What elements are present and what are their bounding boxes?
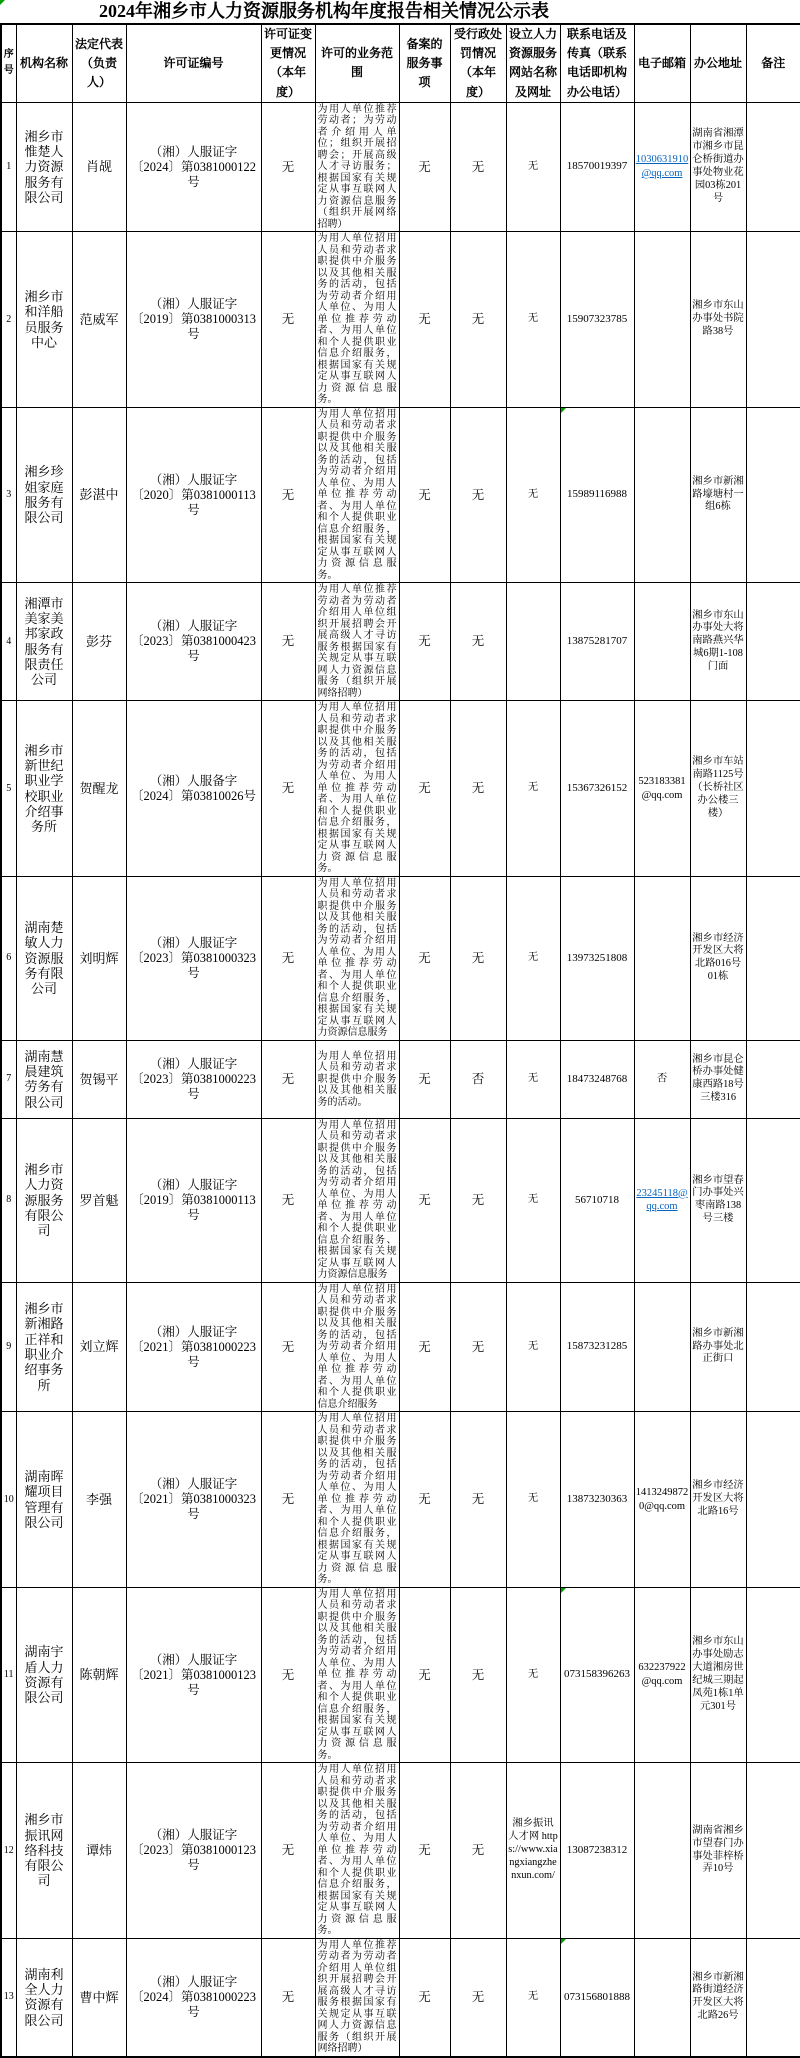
table-row [1, 407, 800, 583]
cell-email [634, 1938, 690, 2057]
cell-business-scope: 为用人单位招用人员和劳动者求职提供中介服务以及其他相关服务的活动，包括为劳动者介绍用人单位、为用人单位推荐劳动者、为用人单位和个人提供职业信息介绍服务，根据国家有关规定从事互联网人力资源信息服务 [315, 876, 399, 1040]
cell-filed-services: 无 [399, 1938, 450, 2057]
cell-filed-services: 无 [399, 1587, 450, 1763]
email-link[interactable]: 23245118@qq.com [636, 1187, 688, 1213]
cell-phone: 073156801888 [560, 1938, 634, 2057]
cell-website: 无 [506, 102, 560, 232]
col-header-seq: 序号 [1, 24, 16, 102]
cell-email: 632237922@qq.com [634, 1587, 690, 1763]
cell-remark [746, 1412, 800, 1588]
cell-address: 湘乡市车站南路1125号（长桥社区办公楼三楼） [690, 701, 746, 877]
cell-legal-rep: 刘立辉 [72, 1282, 126, 1412]
cell-remark [746, 1282, 800, 1412]
cell-phone: 13875281707 [560, 583, 634, 701]
cell-address: 湘乡市东山办事处书院路38号 [690, 232, 746, 408]
cell-phone: 18473248768 [560, 1040, 634, 1118]
cell-seq: 12 [1, 1763, 16, 1939]
cell-remark [746, 407, 800, 583]
cell-email: 否 [634, 1040, 690, 1118]
cell-website [506, 583, 560, 701]
cell-website: 无 [506, 1587, 560, 1763]
col-header-filed-services: 备案的服务事项 [399, 24, 450, 102]
cell-filed-services: 无 [399, 232, 450, 408]
cell-penalty: 无 [450, 407, 506, 583]
cell-remark [746, 583, 800, 701]
cell-address: 湘乡市经济开发区大将北路016号01栋 [690, 876, 746, 1040]
col-header-penalty: 受行政处罚情况（本年度） [450, 24, 506, 102]
cell-filed-services: 无 [399, 407, 450, 583]
cell-business-scope: 为用人单位推荐劳动者为劳动者介绍用人单位组织开展招聘会开展高级人才寻访服务根据国家有关规定从事互联网人力资源信息服务（组织开展网络招聘） [315, 1938, 399, 2057]
col-header-website: 设立人力资源服务网站名称及网址 [506, 24, 560, 102]
cell-license-no: （湘）人服证字〔2024〕第0381000122号 [126, 102, 261, 232]
table-row [1, 102, 800, 232]
cell-email: 523183381 @qq.com [634, 701, 690, 877]
cell-phone: 13873230363 [560, 1412, 634, 1588]
page-title: 2024年湘乡市人力资源服务机构年度报告相关情况公示表 [99, 1, 549, 21]
cell-website: 无 [506, 1040, 560, 1118]
cell-org-name: 湘乡市新世纪职业学校职业介绍事务所 [16, 701, 72, 877]
col-header-license-change: 许可证变更情况（本年度） [261, 24, 315, 102]
table-row [1, 1763, 800, 1939]
table-row [1, 1587, 800, 1763]
cell-org-name: 湘乡市惟楚人力资源服务有限公司 [16, 102, 72, 232]
cell-org-name: 湖南晖耀项目管理有限公司 [16, 1412, 72, 1588]
cell-seq: 13 [1, 1938, 16, 2057]
cell-phone: 073158396263 [560, 1587, 634, 1763]
cell-email [634, 876, 690, 1040]
cell-email [634, 1118, 690, 1282]
cell-email [634, 102, 690, 232]
cell-email [634, 1763, 690, 1939]
cell-license-change: 无 [261, 583, 315, 701]
cell-license-change: 无 [261, 232, 315, 408]
cell-penalty: 无 [450, 1938, 506, 2057]
cell-website: 无 [506, 1282, 560, 1412]
cell-license-change: 无 [261, 1282, 315, 1412]
cell-seq: 7 [1, 1040, 16, 1118]
cell-website: 无 [506, 876, 560, 1040]
cell-license-change: 无 [261, 701, 315, 877]
col-header-address: 办公地址 [690, 24, 746, 102]
cell-penalty: 无 [450, 1763, 506, 1939]
cell-filed-services: 无 [399, 1763, 450, 1939]
cell-filed-services: 无 [399, 1412, 450, 1588]
table-row [1, 583, 800, 701]
cell-phone: 15907323785 [560, 232, 634, 408]
cell-org-name: 湘潭市美家美邦家政服务有限责任公司 [16, 583, 72, 701]
cell-license-change: 无 [261, 1587, 315, 1763]
cell-address: 湖南省湘潭市湘乡市昆仑桥街道办事处物业花园03栋201号 [690, 102, 746, 232]
email-link[interactable]: 1030631910@qq.com [635, 154, 689, 179]
table-row [1, 876, 800, 1040]
cell-address: 湖南省湘乡市望春门办事处菲梓桥弄10号 [690, 1763, 746, 1939]
cell-phone: 13973251808 [560, 876, 634, 1040]
cell-license-change: 无 [261, 1040, 315, 1118]
cell-legal-rep: 陈朝辉 [72, 1587, 126, 1763]
cell-legal-rep: 彭湛中 [72, 407, 126, 583]
cell-address: 湘乡市新湘路街道经济开发区大将北路26号 [690, 1938, 746, 2057]
cell-penalty: 无 [450, 876, 506, 1040]
table-row [1, 1938, 800, 2057]
cell-address: 湘乡市新湘路壕塘村一组6栋 [690, 407, 746, 583]
cell-seq: 5 [1, 701, 16, 877]
cell-business-scope: 为用人单位招用人员和劳动者求职提供中介服务以及其他相关服务的活动，包括为劳动者介绍用人单位、为用人单位推荐劳动者、为用人单位和个人提供职业信息介绍服务、根据国家有关规定从事互联网人力资源信息服务 [315, 1118, 399, 1282]
cell-seq: 2 [1, 232, 16, 408]
cell-penalty: 无 [450, 1412, 506, 1588]
cell-seq: 8 [1, 1118, 16, 1282]
header-row [1, 24, 800, 102]
cell-website: 无 [506, 1938, 560, 2057]
cell-license-no: （湘）人服证字〔2019〕第0381000313号 [126, 232, 261, 408]
cell-license-no: （湘）人服证字〔2023〕第0381000223号 [126, 1040, 261, 1118]
cell-penalty: 无 [450, 701, 506, 877]
cell-license-change: 无 [261, 1118, 315, 1282]
cell-org-name: 湖南楚敏人力资源服务有限公司 [16, 876, 72, 1040]
cell-remark [746, 876, 800, 1040]
table-row [1, 1282, 800, 1412]
cell-email [634, 232, 690, 408]
table-row [1, 1040, 800, 1118]
cell-license-no: （湘）人服证字〔2019〕第0381000113号 [126, 1118, 261, 1282]
cell-phone: 15367326152 [560, 701, 634, 877]
cell-org-name: 湘乡市新湘路正祥和职业介绍事务所 [16, 1282, 72, 1412]
cell-legal-rep: 罗首魁 [72, 1118, 126, 1282]
cell-remark [746, 1587, 800, 1763]
cell-filed-services: 无 [399, 583, 450, 701]
cell-legal-rep: 刘明辉 [72, 876, 126, 1040]
cell-email [634, 407, 690, 583]
cell-license-no: （湘）人服证字〔2021〕第0381000123号 [126, 1587, 261, 1763]
cell-license-no: （湘）人服证字〔2020〕第0381000113号 [126, 407, 261, 583]
col-header-business-scope: 许可的业务范围 [315, 24, 399, 102]
cell-org-name: 湖南利全人力资源有限公司 [16, 1938, 72, 2057]
cell-penalty: 无 [450, 232, 506, 408]
cell-license-change: 无 [261, 1763, 315, 1939]
cell-legal-rep: 贺醒龙 [72, 701, 126, 877]
cell-penalty: 无 [450, 102, 506, 232]
cell-license-change: 无 [261, 407, 315, 583]
cell-license-no: （湘）人服证字〔2023〕第0381000123号 [126, 1763, 261, 1939]
cell-business-scope: 为用人单位招用人员和劳动者求职提供中介服务以及其他相关服务的活动，包括为劳动者介绍用人单位、为用人单位推荐劳动者、为用人单位和个人提供职业信息介绍服务，根据国家有关规定从事互联网人力资源信息服务。 [315, 232, 399, 408]
col-header-license-no: 许可证编号 [126, 24, 261, 102]
cell-license-change: 无 [261, 102, 315, 232]
table-row [1, 232, 800, 408]
cell-address: 湘乡市望春门办事处兴枣南路138号三楼 [690, 1118, 746, 1282]
cell-penalty: 无 [450, 1587, 506, 1763]
cell-remark [746, 701, 800, 877]
title-bar [0, 0, 800, 23]
cell-business-scope: 为用人单位推荐劳动者为劳动者介绍用人单位组织开展招聘会开展高级人才寻访服务根据国家有关规定从事互联网人力资源信息服务（组织开展网络招聘） [315, 583, 399, 701]
cell-org-name: 湘乡市振讯网络科技有限公司 [16, 1763, 72, 1939]
cell-phone: 15989116988 [560, 407, 634, 583]
cell-remark [746, 1763, 800, 1939]
cell-seq: 10 [1, 1412, 16, 1588]
excel-flag-icon [561, 1588, 566, 1593]
cell-filed-services: 无 [399, 1040, 450, 1118]
cell-legal-rep: 范威军 [72, 232, 126, 408]
col-header-phone: 联系电话及传真（联系电话即机构办公电话） [560, 24, 634, 102]
cell-seq: 11 [1, 1587, 16, 1763]
cell-penalty: 无 [450, 1282, 506, 1412]
cell-org-name: 湖南宇盾人力资源有限公司 [16, 1587, 72, 1763]
excel-flag-icon [561, 408, 566, 413]
cell-license-no: （湘）人服证字〔2023〕第0381000323号 [126, 876, 261, 1040]
cell-license-no: （湘）人服证字〔2023〕第0381000423号 [126, 583, 261, 701]
cell-business-scope: 为用人单位推荐劳动者；为劳动者介绍用人单位；组织开展招聘会；开展高级人才寻访服务；根据国家有关规定从事互联网人力资源信息服务（组织开展网络招聘） [315, 102, 399, 232]
cell-email [634, 1282, 690, 1412]
cell-legal-rep: 肖觇 [72, 102, 126, 232]
cell-license-no: （湘）人服备字〔2024〕第03810026号 [126, 701, 261, 877]
col-header-legal-rep: 法定代表（负责人） [72, 24, 126, 102]
cell-seq: 6 [1, 876, 16, 1040]
cell-filed-services: 无 [399, 701, 450, 877]
cell-filed-services: 无 [399, 876, 450, 1040]
cell-filed-services: 无 [399, 1282, 450, 1412]
cell-license-no: （湘）人服证字〔2021〕第0381000223号 [126, 1282, 261, 1412]
cell-address: 湘乡市经济开发区大将北路16号 [690, 1412, 746, 1588]
public-notice-table [0, 23, 800, 2058]
cell-remark [746, 1118, 800, 1282]
cell-remark [746, 1040, 800, 1118]
cell-remark [746, 232, 800, 408]
cell-business-scope: 为用人单位招用人员和劳动者求职提供中介服务以及其他相关服务的活动，包括为劳动者介绍用人单位、为用人单位推荐劳动者、为用人单位和个人提供职业信息介绍服务，根据国家有关规定从事互联网人力资源信息服务。 [315, 407, 399, 583]
cell-penalty: 否 [450, 1040, 506, 1118]
cell-seq: 1 [1, 102, 16, 232]
table-row [1, 1118, 800, 1282]
cell-org-name: 湘乡市人力资源服务有限公司 [16, 1118, 72, 1282]
cell-seq: 3 [1, 407, 16, 583]
cell-legal-rep: 曹中辉 [72, 1938, 126, 2057]
cell-website: 湘乡振讯人才网 https://www.xiangxiangzhenxun.com/ [506, 1763, 560, 1939]
col-header-email: 电子邮箱 [634, 24, 690, 102]
cell-seq: 9 [1, 1282, 16, 1412]
cell-filed-services: 无 [399, 102, 450, 232]
cell-remark [746, 102, 800, 232]
cell-filed-services: 无 [399, 1118, 450, 1282]
cell-website: 无 [506, 232, 560, 408]
cell-address: 湘乡市昆仑桥办事处健康西路18号三楼316 [690, 1040, 746, 1118]
table-row [1, 1412, 800, 1588]
cell-business-scope: 为用人单位招用人员和劳动者求职提供中介服务以及其他相关服务的活动，包括为劳动者介绍用人单位、为用人单位推荐劳动者、为用人单位和个人提供职业信息介绍服务，根据国家有关规定从事互联网人力资源信息服务。 [315, 1412, 399, 1588]
cell-business-scope: 为用人单位招用人员和劳动者求职提供中介服务以及其他相关服务的活动，包括为劳动者介绍用人单位、为用人单位推荐劳动者、为用人单位和个人提供职业信息介绍服务，根据国家有关规定从事互联网人力资源信息服务。 [315, 701, 399, 877]
cell-legal-rep: 贺锡平 [72, 1040, 126, 1118]
cell-org-name: 湖南慧晨建筑劳务有限公司 [16, 1040, 72, 1118]
cell-phone: 13087238312 [560, 1763, 634, 1939]
cell-address: 湘乡市新湘路办事处北正街口 [690, 1282, 746, 1412]
cell-address: 湘乡市东山办事处励志大道湘房世纪城三期起凤苑1栋1单元301号 [690, 1587, 746, 1763]
cell-license-change: 无 [261, 876, 315, 1040]
cell-legal-rep: 谭炜 [72, 1763, 126, 1939]
cell-penalty: 无 [450, 583, 506, 701]
cell-phone: 18570019397 [560, 102, 634, 232]
excel-flag-icon [561, 1939, 566, 1944]
cell-org-name: 湘乡市和洋船员服务中心 [16, 232, 72, 408]
cell-business-scope: 为用人单位招用人员和劳动者求职提供中介服务以及其他相关服务的活动，包括为劳动者介绍用人单位、为用人单位推荐劳动者、为用人单位和个人提供职业信息介绍服务，根据国家有关规定从事互联网人力资源信息服务。 [315, 1763, 399, 1939]
cell-license-change: 无 [261, 1938, 315, 2057]
cell-penalty: 无 [450, 1118, 506, 1282]
cell-email: 14132498720@qq.com [634, 1412, 690, 1588]
col-header-org-name: 机构名称 [16, 24, 72, 102]
cell-license-no: （湘）人服证字〔2024〕第0381000223号 [126, 1938, 261, 2057]
cell-legal-rep: 李强 [72, 1412, 126, 1588]
cell-website: 无 [506, 407, 560, 583]
cell-org-name: 湘乡珍姐家庭服务有限公司 [16, 407, 72, 583]
cell-business-scope: 为用人单位招用人员和劳动者求职提供中介服务以及其他相关服务的活动，包括为劳动者介绍用人单位、为用人单位推荐劳动者、为用人单位和个人提供职业信息介绍服务，根据国家有关规定从事互联网人力资源信息服务。 [315, 1587, 399, 1763]
col-header-remark: 备注 [746, 24, 800, 102]
cell-website: 无 [506, 701, 560, 877]
cell-business-scope: 为用人单位招用人员和劳动者求职提供中介服务以及其他相关服务的活动，包括为劳动者介绍用人单位、为用人单位推荐劳动者、为用人单位和个人提供职业信息介绍服务 [315, 1282, 399, 1412]
cell-phone: 56710718 [560, 1118, 634, 1282]
excel-flag-icon [0, 0, 5, 5]
cell-address: 湘乡市东山办事处大将南路燕兴华城6期1-108门面 [690, 583, 746, 701]
table-row [1, 701, 800, 877]
cell-website: 无 [506, 1412, 560, 1588]
cell-business-scope: 为用人单位招用人员和劳动者求职提供中介服务以及其他相关服务的活动。 [315, 1040, 399, 1118]
cell-seq: 4 [1, 583, 16, 701]
cell-license-change: 无 [261, 1412, 315, 1588]
cell-license-no: （湘）人服证字〔2021〕第0381000323号 [126, 1412, 261, 1588]
cell-email [634, 583, 690, 701]
cell-website: 无 [506, 1118, 560, 1282]
cell-legal-rep: 彭芬 [72, 583, 126, 701]
cell-phone: 15873231285 [560, 1282, 634, 1412]
cell-remark [746, 1938, 800, 2057]
